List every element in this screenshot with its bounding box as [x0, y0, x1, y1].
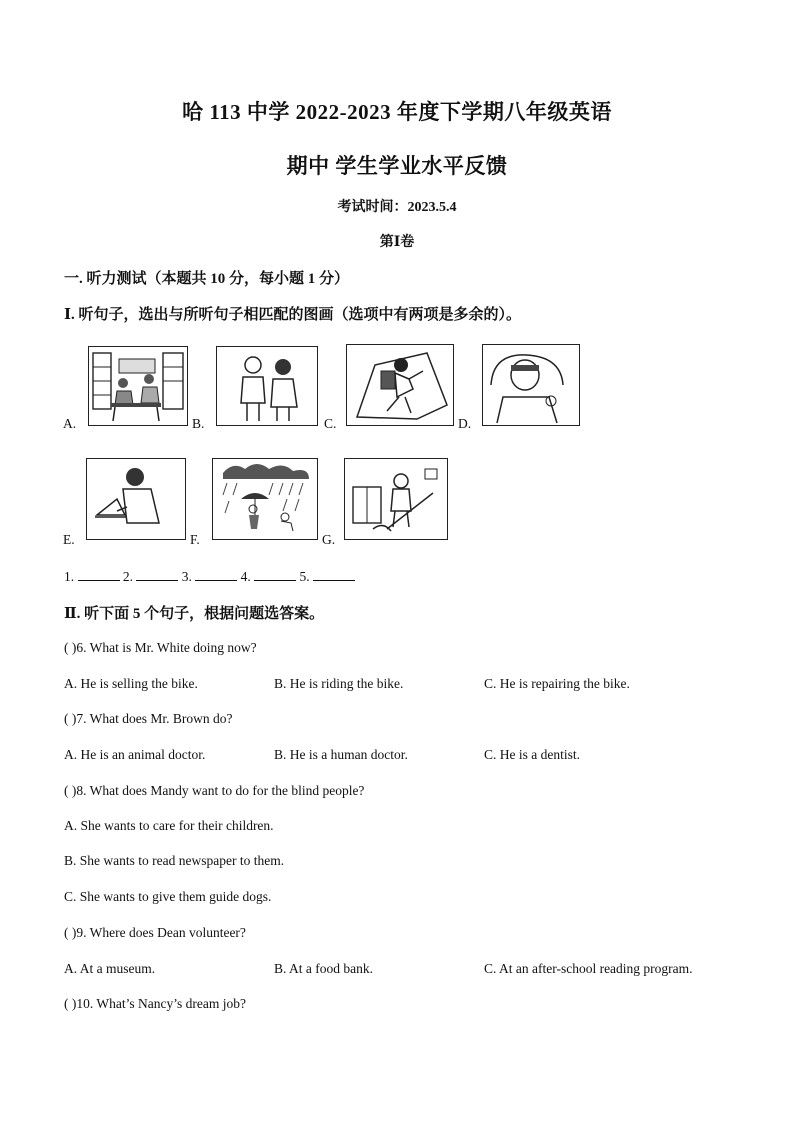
picture-label-e: E. [63, 532, 75, 547]
question-8-option-a[interactable]: A. She wants to care for their children. [64, 818, 274, 833]
picture-a [88, 346, 188, 426]
question-9-stem: ( )9. Where does Dean volunteer? [64, 925, 246, 940]
picture-label-c: C. [324, 416, 337, 431]
answer-num-5: 5. [299, 569, 310, 584]
question-8-option-b[interactable]: B. She wants to read newspaper to them. [64, 853, 285, 868]
answer-blank-2[interactable] [136, 568, 178, 581]
question-6-option-b[interactable]: B. He is riding the bike. [274, 676, 404, 691]
question-9-option-a[interactable]: A. At a museum. [64, 961, 156, 976]
picture-label-b: B. [192, 416, 205, 431]
question-7-option-a[interactable]: A. He is an animal doctor. [64, 747, 206, 762]
child-sweeping-floor-icon [345, 459, 447, 539]
answer-blank-5[interactable] [313, 568, 355, 581]
picture-d [482, 344, 580, 426]
sick-girl-in-bed-icon [483, 345, 579, 425]
picture-g [344, 458, 448, 540]
boy-climbing-rock-icon [347, 345, 453, 425]
man-using-laptop-icon [87, 459, 185, 539]
question-6-stem: ( )6. What is Mr. White doing now? [64, 640, 257, 655]
part2-instruction: Ⅱ. 听下面 5 个句子，根据问题选答案。 [64, 606, 325, 622]
answer-blank-4[interactable] [254, 568, 296, 581]
volume-label: 第Ⅰ卷 [379, 235, 415, 250]
answer-num-2: 2. [122, 569, 133, 584]
page-subtitle: 期中 学生学业水平反馈 [286, 154, 508, 178]
question-6-option-a[interactable]: A. He is selling the bike. [64, 676, 198, 691]
two-people-talking-icon [217, 347, 317, 425]
picture-label-d: D. [458, 416, 472, 431]
answer-blank-3[interactable] [195, 568, 237, 581]
page-title: 哈 113 中学 2022-2023 年度下学期八年级英语 [182, 100, 612, 124]
question-9-option-c[interactable]: C. At an after-school reading program. [484, 961, 693, 976]
question-10-stem: ( )10. What’s Nancy’s dream job? [64, 996, 246, 1011]
answer-blanks [64, 568, 355, 585]
section-heading-listening: 一. 听力测试（本题共 10 分，每小题 1 分） [64, 271, 350, 287]
question-8-stem: ( )8. What does Mandy want to do for the blind people? [64, 783, 365, 798]
question-6-option-c[interactable]: C. He is repairing the bike. [484, 676, 630, 691]
answer-num-1: 1. [64, 569, 75, 584]
picture-c [346, 344, 454, 426]
part1-instruction: Ⅰ. 听句子，选出与所听句子相匹配的图画（选项中有两项是多余的）。 [64, 307, 522, 323]
picture-label-f: F. [190, 532, 200, 547]
question-7-option-b[interactable]: B. He is a human doctor. [274, 747, 408, 762]
answer-num-4: 4. [240, 569, 251, 584]
picture-label-g: G. [322, 532, 336, 547]
answer-blank-1[interactable] [78, 568, 120, 581]
library-reading-scene-icon [89, 347, 187, 425]
picture-e [86, 458, 186, 540]
question-9-option-b[interactable]: B. At a food bank. [274, 961, 373, 976]
picture-label-a: A. [63, 416, 77, 431]
people-in-rain-icon [213, 459, 317, 539]
picture-b [216, 346, 318, 426]
picture-f [212, 458, 318, 540]
question-8-option-c[interactable]: C. She wants to give them guide dogs. [64, 889, 272, 904]
question-7-stem: ( )7. What does Mr. Brown do? [64, 711, 233, 726]
question-7-option-c[interactable]: C. He is a dentist. [484, 747, 580, 762]
answer-num-3: 3. [181, 569, 192, 584]
exam-time: 考试时间：2023.5.4 [337, 200, 457, 215]
